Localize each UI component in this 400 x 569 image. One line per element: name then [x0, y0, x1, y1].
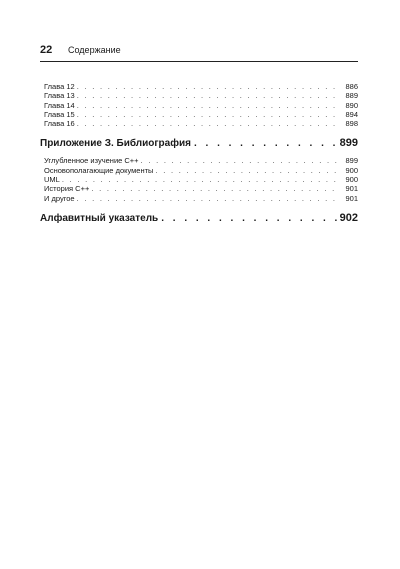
toc-entry-chapter-13[interactable]	[40, 91, 358, 100]
toc-entry-label: Глава 15	[44, 109, 75, 119]
dot-leader	[141, 156, 339, 165]
toc-entry-label: Углубленное изучение C++	[44, 156, 139, 166]
dot-leader	[77, 91, 339, 100]
toc-entry-page: 900	[345, 175, 358, 185]
dot-leader	[194, 138, 337, 150]
toc-entry-page: 900	[345, 165, 358, 175]
toc-entry-page: 886	[345, 82, 358, 91]
toc-entry-page: 889	[345, 91, 358, 101]
toc-entry-page: 901	[345, 193, 358, 203]
toc-entry-label: Глава 13	[44, 91, 75, 101]
toc-entry-foundational-docs[interactable]	[40, 166, 358, 175]
toc-entry-page: 890	[345, 100, 358, 110]
toc-entry-label: Основополагающие документы	[44, 165, 154, 175]
toc-entry-chapter-14[interactable]	[40, 101, 358, 110]
toc-section-index[interactable]	[40, 212, 358, 225]
toc-page	[40, 44, 358, 225]
dot-leader	[77, 101, 339, 110]
toc-entry-other[interactable]	[40, 194, 358, 203]
page-header	[40, 44, 358, 58]
dot-leader	[62, 175, 339, 184]
page-number: 22	[40, 44, 53, 56]
dot-leader	[161, 213, 336, 225]
dot-leader	[77, 119, 339, 128]
toc-entry-page: 894	[345, 109, 358, 119]
toc-entry-chapter-16[interactable]	[40, 119, 358, 128]
running-title: Содержание	[68, 45, 121, 55]
toc-entry-label: Глава 12	[44, 82, 75, 91]
dot-leader	[77, 194, 339, 203]
toc-section-appendix[interactable]	[40, 137, 358, 150]
dot-leader	[77, 110, 339, 119]
toc-entry-uml[interactable]	[40, 175, 358, 184]
header-rule	[40, 61, 358, 62]
toc-section-label: Алфавитный указатель	[40, 212, 159, 224]
toc-entry-label: UML	[44, 175, 60, 185]
toc-entry-page: 901	[345, 184, 358, 194]
toc-section-page: 899	[339, 137, 358, 150]
toc-section-page: 902	[339, 211, 358, 224]
toc-entry-page: 898	[345, 119, 358, 129]
toc-entry-label: Глава 16	[44, 119, 75, 129]
toc-section-label: Приложение З. Библиография	[40, 138, 191, 150]
toc-entry-chapter-15[interactable]	[40, 110, 358, 119]
dot-leader	[91, 184, 339, 193]
toc-entry-label: Глава 14	[44, 100, 75, 110]
toc-entry-label: История С++	[44, 184, 90, 194]
toc-entry-chapter-12[interactable]	[40, 82, 358, 91]
dot-leader	[155, 166, 339, 175]
dot-leader	[77, 82, 339, 91]
toc-entry-in-depth-cpp[interactable]	[40, 156, 358, 165]
toc-entry-label: И другое	[44, 193, 75, 203]
toc-entry-cpp-history[interactable]	[40, 184, 358, 193]
toc-entries	[40, 82, 358, 225]
toc-entry-page: 899	[345, 156, 358, 166]
